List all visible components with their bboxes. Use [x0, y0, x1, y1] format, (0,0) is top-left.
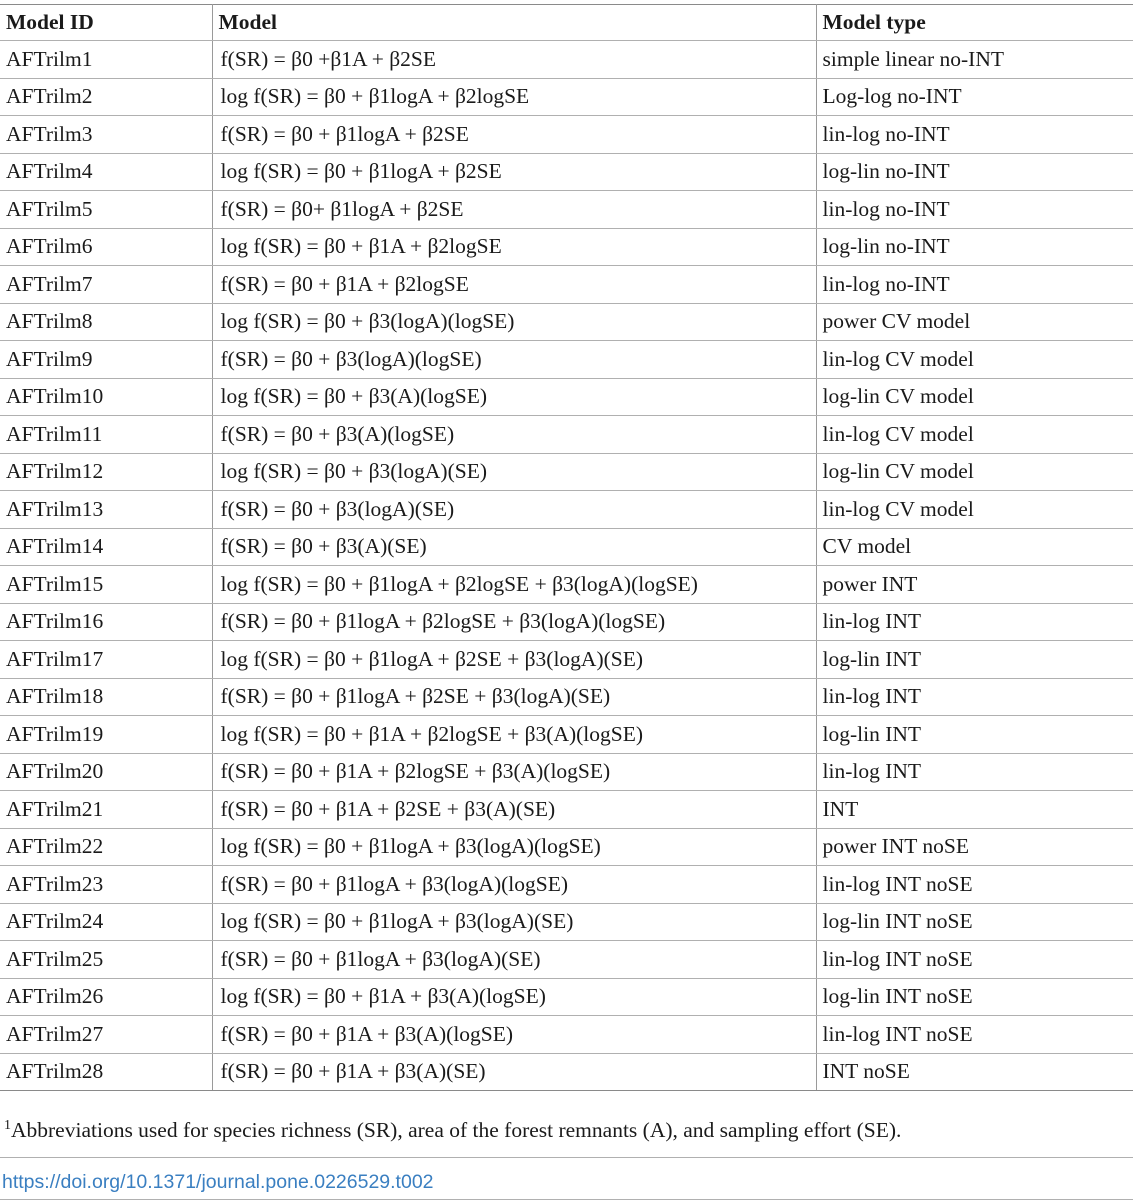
- model-id-cell: AFTrilm12: [0, 453, 212, 491]
- model-id-cell: AFTrilm15: [0, 566, 212, 604]
- model-type-cell: lin-log INT noSE: [816, 1016, 1133, 1054]
- model-type-cell: log-lin INT noSE: [816, 978, 1133, 1016]
- model-type-cell: INT: [816, 791, 1133, 829]
- table-row: [0, 416, 1133, 454]
- model-id-cell: AFTrilm27: [0, 1016, 212, 1054]
- table-row: [0, 528, 1133, 566]
- model-formula-cell: log f(SR) = β0 + β1logA + β2SE: [212, 153, 816, 191]
- model-id-cell: AFTrilm10: [0, 378, 212, 416]
- model-id-cell: AFTrilm11: [0, 416, 212, 454]
- model-type-cell: lin-log INT: [816, 678, 1133, 716]
- table-header-row: [0, 5, 1133, 41]
- model-formula-cell: log f(SR) = β0 + β1logA + β2logSE: [212, 78, 816, 116]
- model-id-cell: AFTrilm13: [0, 491, 212, 529]
- model-formula-cell: f(SR) = β0 + β1logA + β3(logA)(SE): [212, 941, 816, 979]
- model-type-cell: lin-log INT: [816, 753, 1133, 791]
- model-type-cell: log-lin no-INT: [816, 228, 1133, 266]
- model-id-cell: AFTrilm26: [0, 978, 212, 1016]
- model-type-cell: lin-log CV model: [816, 491, 1133, 529]
- model-formula-cell: f(SR) = β0 + β1A + β2logSE + β3(A)(logSE): [212, 753, 816, 791]
- model-formula-cell: f(SR) = β0 + β1A + β3(A)(logSE): [212, 1016, 816, 1054]
- model-formula-cell: log f(SR) = β0 + β1A + β3(A)(logSE): [212, 978, 816, 1016]
- table-row: [0, 978, 1133, 1016]
- model-formula-cell: f(SR) = β0 + β1A + β2SE + β3(A)(SE): [212, 791, 816, 829]
- model-formula-cell: log f(SR) = β0 + β1logA + β2SE + β3(logA)(SE): [212, 641, 816, 679]
- model-type-cell: simple linear no-INT: [816, 41, 1133, 79]
- table-row: [0, 453, 1133, 491]
- model-formula-cell: f(SR) = β0 + β1logA + β2SE: [212, 116, 816, 154]
- model-id-cell: AFTrilm4: [0, 153, 212, 191]
- column-header-model-type: Model type: [816, 5, 1133, 41]
- table-row: [0, 641, 1133, 679]
- model-type-cell: log-lin INT: [816, 641, 1133, 679]
- table-row: [0, 903, 1133, 941]
- table-row: [0, 828, 1133, 866]
- model-type-cell: power CV model: [816, 303, 1133, 341]
- model-type-cell: log-lin INT noSE: [816, 903, 1133, 941]
- model-id-cell: AFTrilm19: [0, 716, 212, 754]
- model-id-cell: AFTrilm3: [0, 116, 212, 154]
- model-type-cell: log-lin CV model: [816, 453, 1133, 491]
- model-formula-cell: f(SR) = β0 + β3(A)(logSE): [212, 416, 816, 454]
- model-formula-cell: log f(SR) = β0 + β1A + β2logSE: [212, 228, 816, 266]
- footnote: [4, 1118, 901, 1143]
- model-formula-cell: log f(SR) = β0 + β3(A)(logSE): [212, 378, 816, 416]
- model-type-cell: power INT noSE: [816, 828, 1133, 866]
- table-row: [0, 566, 1133, 604]
- table-row: [0, 228, 1133, 266]
- table-row: [0, 191, 1133, 229]
- table-row: [0, 78, 1133, 116]
- model-id-cell: AFTrilm22: [0, 828, 212, 866]
- model-type-cell: lin-log no-INT: [816, 191, 1133, 229]
- table-row: [0, 716, 1133, 754]
- model-id-cell: AFTrilm7: [0, 266, 212, 304]
- table-row: [0, 491, 1133, 529]
- model-type-cell: log-lin no-INT: [816, 153, 1133, 191]
- table-row: [0, 941, 1133, 979]
- model-formula-cell: f(SR) = β0 + β1A + β3(A)(SE): [212, 1053, 816, 1091]
- model-type-cell: lin-log CV model: [816, 416, 1133, 454]
- model-formula-cell: log f(SR) = β0 + β1logA + β2logSE + β3(logA)(logSE): [212, 566, 816, 604]
- table-row: [0, 303, 1133, 341]
- model-type-cell: INT noSE: [816, 1053, 1133, 1091]
- model-type-cell: lin-log INT noSE: [816, 866, 1133, 904]
- table-row: [0, 678, 1133, 716]
- model-id-cell: AFTrilm8: [0, 303, 212, 341]
- model-id-cell: AFTrilm9: [0, 341, 212, 379]
- table-row: [0, 1053, 1133, 1091]
- model-id-cell: AFTrilm1: [0, 41, 212, 79]
- model-type-cell: lin-log INT noSE: [816, 941, 1133, 979]
- divider: [0, 1157, 1133, 1158]
- model-formula-cell: f(SR) = β0 + β3(A)(SE): [212, 528, 816, 566]
- model-type-cell: lin-log no-INT: [816, 266, 1133, 304]
- model-id-cell: AFTrilm14: [0, 528, 212, 566]
- model-id-cell: AFTrilm6: [0, 228, 212, 266]
- model-formula-cell: f(SR) = β0 + β3(logA)(logSE): [212, 341, 816, 379]
- table-row: [0, 266, 1133, 304]
- model-formula-cell: log f(SR) = β0 + β3(logA)(logSE): [212, 303, 816, 341]
- doi-link[interactable]: https://doi.org/10.1371/journal.pone.0226529.t002: [2, 1171, 434, 1193]
- model-id-cell: AFTrilm18: [0, 678, 212, 716]
- model-formula-cell: f(SR) = β0 + β1logA + β3(logA)(logSE): [212, 866, 816, 904]
- model-formula-cell: log f(SR) = β0 + β1logA + β3(logA)(SE): [212, 903, 816, 941]
- model-formula-cell: log f(SR) = β0 + β1A + β2logSE + β3(A)(logSE): [212, 716, 816, 754]
- table-row: [0, 866, 1133, 904]
- model-id-cell: AFTrilm17: [0, 641, 212, 679]
- model-id-cell: AFTrilm20: [0, 753, 212, 791]
- model-id-cell: AFTrilm25: [0, 941, 212, 979]
- model-type-cell: log-lin CV model: [816, 378, 1133, 416]
- table-row: [0, 753, 1133, 791]
- table-row: [0, 41, 1133, 79]
- model-type-cell: lin-log no-INT: [816, 116, 1133, 154]
- model-formula-cell: log f(SR) = β0 + β3(logA)(SE): [212, 453, 816, 491]
- column-header-model-id: Model ID: [0, 5, 212, 41]
- table-body: [0, 41, 1133, 1091]
- model-formula-cell: f(SR) = β0 +β1A + β2SE: [212, 41, 816, 79]
- model-type-cell: Log-log no-INT: [816, 78, 1133, 116]
- model-type-cell: log-lin INT: [816, 716, 1133, 754]
- table-row: [0, 1016, 1133, 1054]
- table-row: [0, 603, 1133, 641]
- model-formula-cell: f(SR) = β0 + β3(logA)(SE): [212, 491, 816, 529]
- model-formula-cell: f(SR) = β0 + β1A + β2logSE: [212, 266, 816, 304]
- model-id-cell: AFTrilm23: [0, 866, 212, 904]
- model-id-cell: AFTrilm28: [0, 1053, 212, 1091]
- model-formula-cell: f(SR) = β0 + β1logA + β2logSE + β3(logA)(logSE): [212, 603, 816, 641]
- model-type-cell: power INT: [816, 566, 1133, 604]
- footnote-text: Abbreviations used for species richness (SR), area of the forest remnants (A), and sampling effort (SE).: [11, 1118, 902, 1142]
- footnote-marker: 1: [4, 1118, 11, 1133]
- model-id-cell: AFTrilm16: [0, 603, 212, 641]
- table-row: [0, 116, 1133, 154]
- model-id-cell: AFTrilm24: [0, 903, 212, 941]
- model-type-cell: CV model: [816, 528, 1133, 566]
- column-header-model: Model: [212, 5, 816, 41]
- model-formula-cell: f(SR) = β0 + β1logA + β2SE + β3(logA)(SE): [212, 678, 816, 716]
- table-row: [0, 341, 1133, 379]
- model-id-cell: AFTrilm21: [0, 791, 212, 829]
- model-id-cell: AFTrilm2: [0, 78, 212, 116]
- model-formula-cell: f(SR) = β0+ β1logA + β2SE: [212, 191, 816, 229]
- table-row: [0, 791, 1133, 829]
- model-type-cell: lin-log INT: [816, 603, 1133, 641]
- table-row: [0, 378, 1133, 416]
- model-formula-cell: log f(SR) = β0 + β1logA + β3(logA)(logSE): [212, 828, 816, 866]
- table-row: [0, 153, 1133, 191]
- model-table: [0, 4, 1133, 1091]
- model-id-cell: AFTrilm5: [0, 191, 212, 229]
- model-type-cell: lin-log CV model: [816, 341, 1133, 379]
